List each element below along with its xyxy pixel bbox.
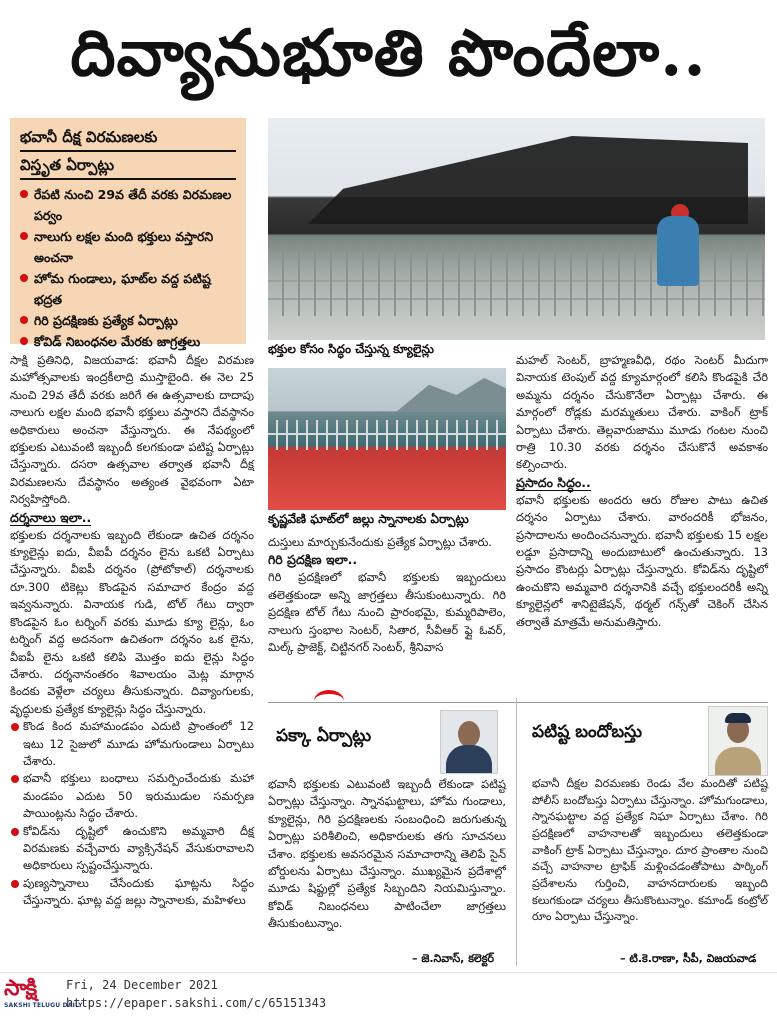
hill <box>396 378 506 412</box>
article-bullet: పుణ్యస్నానాలు చేసేందుకు ఘాట్లను సిద్ధం చేస్తున్నారు. ఘాట్ల వద్ద జల్లు స్నానాలకు, మహిళలు <box>10 875 254 910</box>
portrait-torso <box>715 747 761 776</box>
highlights-box <box>10 118 246 349</box>
article-bullet: భవానీ భక్తులు బంధాలు సమర్పించేందుకు మహా మండపం ఎదుట 50 ఇరుముడుల సమర్పణ పాయింట్లను సిద్ధం చేశారు. <box>10 770 254 822</box>
photo1-caption: భక్తుల కోసం సిద్ధం చేస్తున్న క్యూలైన్లు <box>268 342 434 356</box>
side1-body: భవానీ భక్తులకు ఎటువంటి ఇబ్బందీ లేకుండా పటిష్ట ఏర్పాట్లు చేస్తున్నాం. స్నానఘట్టాలు, హోమ గుండాలు, క్యూలైన్లు, గిరి ప్రదక్షిణలకు సంబంధించి జరుగుతున్న ఏర్పాట్లు పరిశీలించి, అధికారులకు తగు సూచనలు చేశాం. భక్తులకు అవసరమైన సమాచారాన్ని తెలిపే సైన్ బోర్డులను ఏర్పాటు చేస్తున్నాం. ముఖ్యమైన ప్రదేశాల్లో మూడు షిఫ్టుల్లో ప్రత్యేక సిబ్బందిని నియమిస్తున్నాం. కోవిడ్ నిబంధనలు పాటించేలా జాగ్రత్తలు తీసుకుంటున్నాం. <box>268 777 506 931</box>
collector-portrait <box>440 710 498 774</box>
article-paragraph: గిరి ప్రదక్షిణలో భవానీ భక్తులకు ఇబ్బందులు తలెత్తకుండా అన్ని జాగ్రత్తలు తీసుకుంటున్నారు. గిరి ప్రదక్షిణ టోల్ గేటు నుంచి ప్రారంభమై, కుమ్మరిపాలెం, నాలుగు స్తంభాల సెంటర్, సితార, సీవీఆర్ ఫ్లై ఓవర్, మిల్క్ ప్రాజెక్ట్, చిట్టినగర్ సెంటర్, శ్రీనివాస <box>268 570 506 655</box>
bullet-icon <box>11 775 19 783</box>
highlight-item: రేపటి నుంచి 29వ తేదీ వరకు విరమణల పర్వం <box>20 184 236 226</box>
bullet-icon <box>20 337 28 345</box>
side2-credit: – టి.కె.రాణా, సీపీ, విజయవాడ <box>620 952 757 965</box>
ghat-fence <box>268 420 506 450</box>
highlights-title <box>20 124 236 180</box>
highlight-item: హోమ గుండాలు, ఘాట్‌ల వద్ద పటిష్ట భద్రత <box>20 268 236 310</box>
column-rule <box>516 698 517 966</box>
article-column-1 <box>10 352 254 910</box>
side1-credit: – జె.నివాస్, కలెక్టర్ <box>412 952 494 965</box>
highlight-item: గిరి ప్రదక్షిణకు ప్రత్యేక ఏర్పాట్లు <box>20 310 236 331</box>
article-paragraph: భక్తులకు దర్శనాలకు ఇబ్బంది లేకుండా ఉచిత దర్శనం క్యూలైన్లు ఐదు, వీఐపీ దర్శనం లైను ఒకటి ఏర్పాటు చేస్తున్నారు. వీఐపీ దర్శనం (ప్రోటోకాల్) దర్శనాలకు రూ.300 టికెట్లు కొండపైన సమాచార కేంద్రం వద్ద ఇవ్వనున్నారు. వినాయక గుడి, టోల్ గేటు ద్వారా కొండపైన ఓం టర్నింగ్ వరకు మూడు క్యూ లైన్లు, ఓం టర్నింగ్ వద్ద అదనంగా ఉచితంగా దర్శనం ఒక లైను, వీఐపీ లైను ఒకటి కలిపి మొత్తం ఐదు లైన్లు సిద్ధం చేశారు. దర్శనానంతరం శివాలయం మెట్ల మార్గాన కిందకు వెళ్లేలా చర్యలు తీసుకున్నారు. దివ్యాంగులకు, వృద్ధులకు ప్రత్యేక క్యూలైన్లు సిద్ధం చేస్తున్నారు. <box>10 527 254 716</box>
police-commissioner-portrait <box>708 706 768 776</box>
highlights-title-line2: విస్తృత ఏర్పాట్లు <box>20 152 236 180</box>
bullet-icon <box>11 880 19 888</box>
article-paragraph: దుస్తులు మార్చుకునేందుకు ప్రత్యేక ఏర్పాట్లు చేశారు. <box>268 535 492 549</box>
epaper-link[interactable]: https://epaper.sakshi.com/c/65151343 <box>66 996 327 1010</box>
highlights-title-line1: భవానీ దీక్ష విరమణలకు <box>20 124 236 152</box>
headline: దివ్యానుభూతి పొందేలా.. <box>70 16 707 91</box>
portrait-head <box>458 721 480 747</box>
publication-date: Fri, 24 December 2021 <box>66 978 218 992</box>
queue-lines-photo <box>268 118 765 340</box>
article-column-3 <box>516 352 768 631</box>
worker <box>657 216 699 286</box>
subheading-darshan: దర్శనాలు ఇలా.. <box>10 509 92 525</box>
side1-title: పక్కా ఏర్పాట్లు <box>276 726 372 746</box>
police-cap <box>725 713 751 723</box>
bullet-icon <box>20 274 28 282</box>
bullet-icon <box>20 190 28 198</box>
subheading-giri: గిరి ప్రదక్షిణ ఇలా.. <box>268 552 358 568</box>
side2-title: పటిష్ట బందోబస్తు <box>532 722 642 742</box>
ghat-photo <box>268 368 506 510</box>
subheading-prasadam: ప్రసాదం సిద్ధం.. <box>516 474 591 490</box>
side2-body: భవానీ దీక్షల విరమణకు రెండు వేల మందితో పటిష్ట పోలీస్ బందోబస్తు ఏర్పాటు చేస్తున్నాం. హోమగుండాలు, స్నానఘట్టాల వద్ద ప్రత్యేక నిఘా ఏర్పాటు చేశాం. గిరి ప్రదక్షిణలో వాహనాలతో ఇబ్బందులు తలెత్తకుండా వాకింగ్ ట్రాక్ ఏర్పాటు చేస్తున్నాం. దూర ప్రాంతాల నుంచి వచ్చే వాహనాల ట్రాఫిక్ మళ్లించడంతోపాటు పార్కింగ్ ప్రదేశాలను గుర్తించి, వాహనదారులకు ఇబ్బంది కలుగకుండా చర్యలు తీసుకొంటున్నాం. కమాండ్ కంట్రోల్ రూం ఏర్పాటు చేస్తున్నాం. <box>532 777 768 924</box>
article-intro: సాక్షి ప్రతినిధి, విజయవాడ: భవానీ దీక్షల విరమణ మహోత్సవాలకు ఇంద్రకీలాద్రి ముస్తాబైంది. ఈ నెల 25 నుంచి 29వ తేదీ వరకు జరిగే ఈ ఉత్సవాలకు దాదాపు నాలుగు లక్షల మంది భవానీ భక్తులు వస్తారని దేవస్థానం అధికారులు అంచనా వేస్తున్నారు. ఈ నేపథ్యంలో భక్తులకు ఎటువంటి ఇబ్బందీ కలగకుండా పటిష్ట ఏర్పాట్లు చేస్తున్నారు. దసరా ఉత్సవాల తర్వాత భవానీ దీక్ష విరమణలను దేవస్థానం అత్యంత వైభవంగా ఏటా నిర్వహిస్తోంది. <box>10 353 254 507</box>
highlights-list <box>20 184 236 352</box>
logo-word: సాక్షి <box>4 975 37 1001</box>
article-column-2 <box>268 534 506 656</box>
article-bullet: కొండ కింద మహామండపం ఎదుటి ప్రాంతంలో 12 ఇటు 12 సైజులో మూడు హోమగుండాలు ఏర్పాటు చేశారు. <box>10 718 254 770</box>
article-paragraph: మహల్ సెంటర్, బ్రాహ్మణవీధి, రథం సెంటర్ మీదుగా వినాయక టెంపుల్ వద్ద క్యూమార్గంలో కలిసి కొండపైకి చేరి అమ్మను దర్శనం చేసుకొనేలా ఏర్పాట్లు చేశారు. ఈ మార్గంలో రోడ్లకు మరమ్మతులు చేశారు. వాకింగ్ ట్రాక్ ఏర్పాటు చేశారు. తెల్లవారుజాము మూడు గంటల నుంచి రాత్రి 10.30 వరకు దర్శనం చేసుకొనే అవకాశం కల్పించారు. <box>516 353 768 472</box>
portrait-torso <box>446 745 492 774</box>
bullet-icon <box>11 723 19 731</box>
sakshi-logo <box>4 974 83 1014</box>
bullet-icon <box>20 232 28 240</box>
red-arc-icon <box>314 690 344 712</box>
highlight-item: నాలుగు లక్షల మంది భక్తులు వస్తారని అంచనా <box>20 226 236 268</box>
bullet-icon <box>20 316 28 324</box>
bullet-icon <box>11 828 19 836</box>
photo2-caption: కృష్ణవేణి ఘాట్‌లో జల్లు స్నానాలకు ఏర్పాట్లు <box>268 512 469 526</box>
highlight-item: కోవిడ్ నిబంధనల మేరకు జాగ్రత్తలు <box>20 331 236 352</box>
article-bullet: కోవిడ్‌ను దృష్టిలో ఉంచుకొని అమ్మవారి దీక్ష విరమణకు వచ్చేవారు వ్యాక్సినేషన్ వేసుకురావాలని అధికారులు స్పష్టంచేస్తున్నారు. <box>10 823 254 875</box>
logo-subtitle: SAKSHI TELUGU DAILY <box>4 1002 83 1009</box>
article-paragraph: భవానీ భక్తులకు అందరు ఆరు రోజుల పాటు ఉచిత దర్శనం ఏర్పాటు చేశారు. వారందరికీ భోజనం, ప్రసాదాలను అందించనున్నారు. భవానీ భక్తులకు 15 లక్షల లడ్డూ ప్రసాదాన్ని అందుబాటులో ఉంచుతున్నారు. 13 ప్రసాదం కౌంటర్లు ఏర్పాట్లు చేస్తున్నారు. కోవిడ్‌ను దృష్టిలో ఉంచుకొని అమ్మవారి దర్శనానికి వచ్చే భక్తులందరికీ అన్ని క్యూలైన్లలో శానిటైజేషన్, థర్మల్ గన్స్‌తో చెకింగ్ చేసిన తర్వాతే మాత్రమే అనుమతిస్తారు. <box>516 492 768 629</box>
